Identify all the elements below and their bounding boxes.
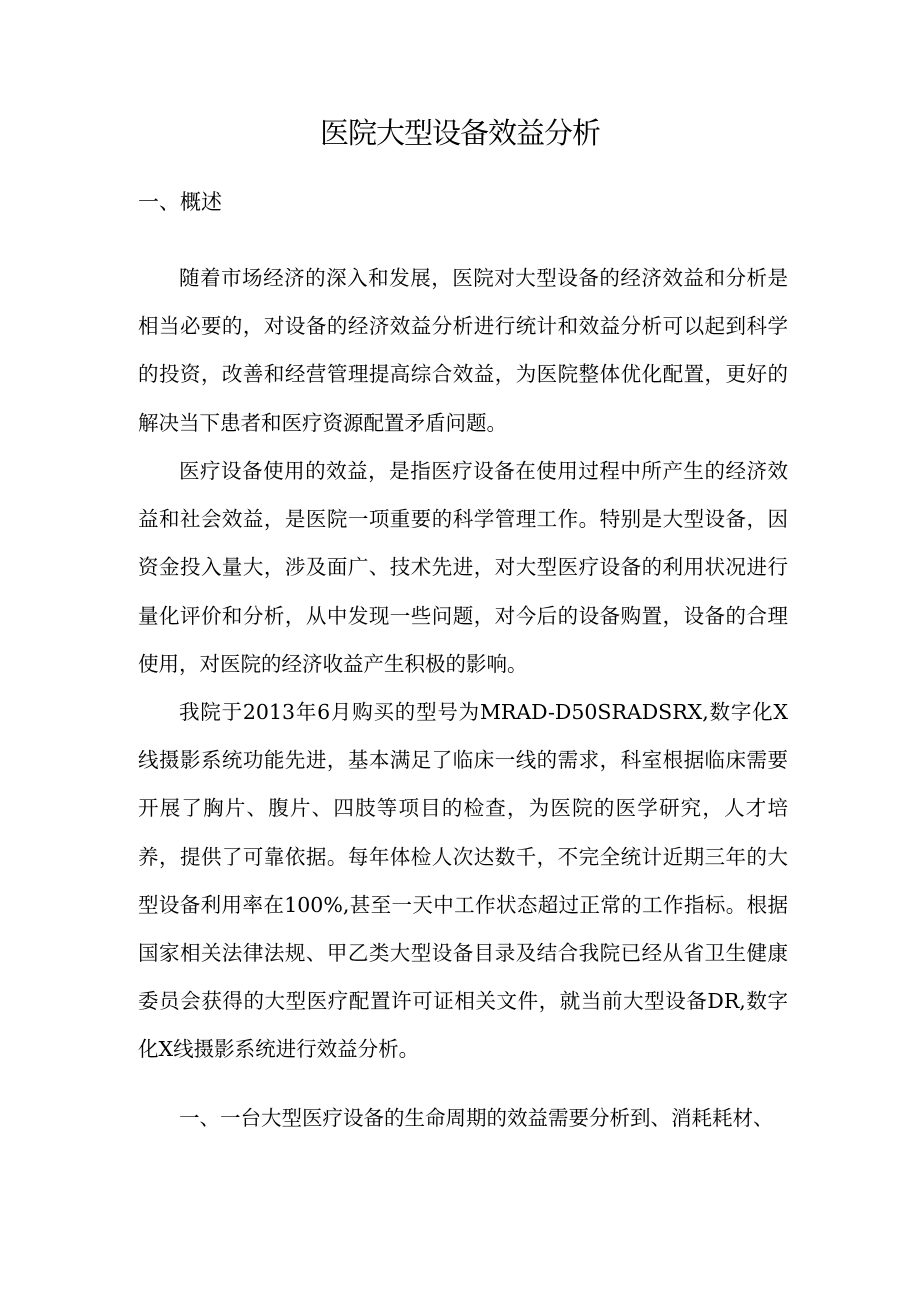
paragraph: 我院于2013年6月购买的型号为MRAD-D50SRADSRX,数字化X线摄影系统功能先进，基本满足了临床一线的需求，科室根据临床需要开展了胸片、腹片、四肢等项目的检查，为医院的医学研究，人才培养，提供了可靠依据。每年体检人次达数千，不完全统计近期三年的大型设备利用率在100%,甚至一天中工作状态超过正常的工作指标。根据国家相关法律法规、甲乙类大型设备目录及结合我院已经从省卫生健康委员会获得的大型医疗配置许可证相关文件，就当前大型设备DR,数字化X线摄影系统进行效益分析。 bbox=[138, 700, 788, 1062]
paragraph: 医疗设备使用的效益，是指医疗设备在使用过程中所产生的经济效益和社会效益，是医院一项重要的科学管理工作。特别是大型设备，因资金投入量大，涉及面广、技术先进，对大型医疗设备的利用状况进行量化评价和分析，从中发现一些问题，对今后的设备购置，设备的合理使用，对医院的经济收益产生积极的影响。 bbox=[138, 459, 788, 676]
section-heading-overview: 一、概述 bbox=[138, 190, 222, 214]
document-title: 医院大型设备效益分析 bbox=[319, 116, 600, 150]
paragraph: 随着市场经济的深入和发展，医院对大型设备的经济效益和分析是相当必要的，对设备的经济效益分析进行统计和效益分析可以起到科学的投资，改善和经营管理提高综合效益，为医院整体优化配置，更好的解决当下患者和医疗资源配置矛盾问题。 bbox=[138, 266, 788, 435]
paragraph: 一、一台大型医疗设备的生命周期的效益需要分析到、消耗耗材、 bbox=[179, 1106, 774, 1130]
